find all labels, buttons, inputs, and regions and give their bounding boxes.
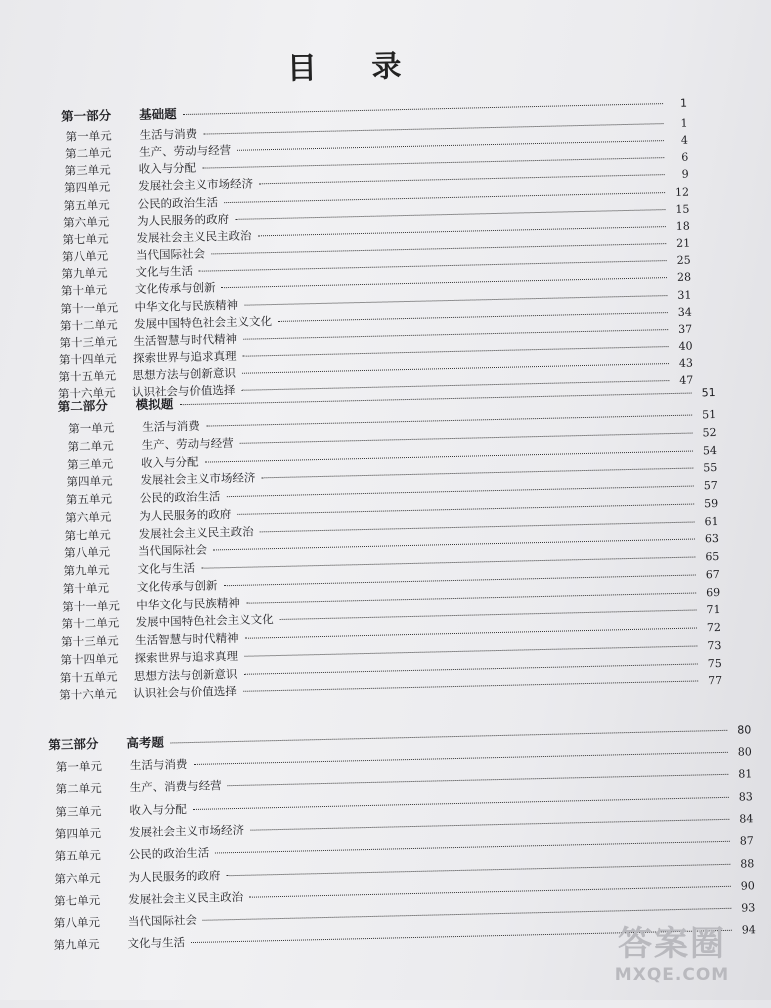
- unit-label: 第十六单元: [57, 385, 116, 402]
- unit-label: 第三单元: [66, 456, 114, 472]
- unit-title: 公民的政治生活: [139, 489, 221, 506]
- unit-label: 第十一单元: [62, 598, 120, 614]
- dot-leader: [211, 243, 666, 254]
- unit-page-number: 72: [706, 620, 722, 635]
- dot-leader: [170, 730, 727, 744]
- dot-leader: [224, 192, 665, 203]
- dot-leader: [249, 886, 731, 898]
- unit-title: 生活与消费: [139, 126, 198, 143]
- dot-leader: [235, 209, 665, 220]
- unit-page-number: 88: [740, 856, 755, 871]
- unit-page-number: 93: [741, 901, 756, 915]
- dot-leader: [244, 295, 667, 306]
- unit-label: 第二单元: [55, 781, 102, 797]
- unit-title: 中华文化与民族精神: [134, 297, 239, 314]
- dot-leader: [215, 841, 730, 854]
- unit-title: 为人民服务的政府: [136, 211, 230, 228]
- dot-leader: [193, 796, 729, 809]
- unit-title: 发展中国特色社会主义文化: [135, 612, 274, 630]
- unit-page-number: 59: [704, 496, 719, 511]
- unit-title: 发展社会主义市场经济: [140, 470, 256, 488]
- unit-label: 第十三单元: [59, 334, 118, 350]
- unit-page-number: 69: [706, 585, 721, 599]
- unit-page-number: 12: [674, 185, 690, 199]
- unit-page-number: 15: [675, 202, 690, 216]
- unit-page-number: 90: [740, 879, 755, 893]
- page-title: 目 录: [286, 48, 424, 87]
- dot-leader: [228, 774, 729, 786]
- dot-leader: [183, 103, 663, 115]
- part-title: 模拟题: [135, 396, 174, 413]
- unit-page-number: 67: [705, 567, 720, 582]
- unit-label: 第三单元: [64, 162, 111, 179]
- dot-leader: [201, 557, 695, 569]
- unit-title: 思想方法与创新意识: [133, 666, 238, 683]
- unit-page-number: 73: [707, 638, 722, 653]
- unit-title: 生活与消费: [142, 418, 200, 435]
- unit-title: 发展社会主义市场经济: [137, 176, 254, 194]
- unit-label: 第十一单元: [60, 300, 119, 316]
- unit-page-number: 40: [678, 339, 693, 353]
- unit-label: 第一单元: [68, 420, 115, 436]
- unit-page-number: 1: [680, 116, 688, 130]
- unit-title: 文化传承与创新: [136, 578, 218, 594]
- dot-leader: [261, 468, 693, 479]
- unit-label: 第九单元: [53, 937, 100, 953]
- unit-page-number: 63: [704, 532, 720, 546]
- dot-leader: [237, 140, 664, 151]
- unit-title: 当代国际社会: [135, 246, 206, 263]
- unit-page-number: 55: [703, 461, 718, 475]
- unit-title: 文化与生活: [127, 935, 186, 951]
- dot-leader: [203, 908, 731, 921]
- unit-title: 发展社会主义民主政治: [138, 524, 254, 541]
- unit-label: 第八单元: [61, 248, 109, 264]
- unit-page-number: 34: [677, 305, 692, 319]
- dot-leader: [244, 645, 697, 656]
- part-title: 高考题: [126, 734, 165, 751]
- part-page-number: 1: [679, 96, 688, 110]
- unit-title: 文化与生活: [137, 560, 196, 577]
- unit-label: 第八单元: [63, 545, 111, 561]
- unit-label: 第五单元: [65, 491, 113, 507]
- dot-leader: [226, 486, 693, 498]
- unit-label: 第十六单元: [59, 686, 117, 703]
- unit-title: 认识社会与价值选择: [131, 383, 236, 400]
- dot-leader: [240, 432, 693, 443]
- part-label: 第一部分: [61, 107, 112, 124]
- unit-title: 为人民服务的政府: [139, 506, 232, 523]
- unit-label: 第三单元: [55, 803, 102, 819]
- unit-page-number: 47: [679, 373, 694, 388]
- unit-title: 文化与生活: [135, 264, 194, 280]
- part-label: 第三部分: [48, 736, 99, 753]
- unit-label: 第十五单元: [59, 669, 118, 685]
- unit-page-number: 37: [678, 322, 693, 336]
- part-title: 基础题: [139, 106, 177, 123]
- unit-page-number: 83: [738, 789, 753, 804]
- unit-title: 探索世界与追求真理: [132, 348, 237, 366]
- unit-title: 中华文化与民族精神: [136, 595, 240, 612]
- watermark-top-text: 答案圈: [618, 924, 726, 964]
- unit-label: 第六单元: [54, 870, 101, 886]
- unit-label: 第七单元: [64, 527, 111, 543]
- unit-page-number: 31: [677, 288, 692, 302]
- unit-page-number: 28: [676, 270, 692, 285]
- dot-leader: [226, 863, 730, 875]
- unit-label: 第十三单元: [60, 633, 119, 649]
- unit-label: 第十二单元: [59, 317, 118, 333]
- unit-label: 第十二单元: [61, 615, 120, 632]
- unit-label: 第二单元: [67, 438, 114, 454]
- unit-page-number: 21: [676, 236, 691, 250]
- unit-title: 公民的政治生活: [137, 194, 219, 211]
- unit-title: 生产、劳动与经营: [141, 435, 234, 452]
- unit-label: 第十四单元: [58, 351, 117, 367]
- unit-page-number: 9: [681, 168, 689, 182]
- unit-page-number: 71: [706, 603, 721, 617]
- part-page-number: 80: [737, 723, 752, 737]
- unit-title: 文化传承与创新: [134, 280, 216, 297]
- unit-title: 公民的政治生活: [128, 845, 210, 862]
- dot-leader: [242, 363, 669, 374]
- unit-page-number: 65: [705, 549, 720, 564]
- unit-label: 第四单元: [66, 473, 113, 490]
- unit-title: 生产、消费与经营: [129, 778, 222, 795]
- unit-label: 第九单元: [61, 265, 108, 282]
- unit-label: 第十单元: [62, 580, 110, 596]
- dot-leader: [206, 415, 692, 427]
- unit-title: 发展社会主义民主政治: [128, 889, 244, 907]
- unit-page-number: 84: [739, 812, 754, 826]
- unit-page-number: 51: [701, 408, 717, 422]
- unit-label: 第十单元: [60, 283, 108, 299]
- unit-page-number: 4: [680, 133, 689, 147]
- unit-label: 第五单元: [63, 197, 110, 213]
- unit-title: 生活智慧与时代精神: [133, 331, 238, 349]
- unit-page-number: 81: [738, 767, 753, 781]
- dot-leader: [246, 592, 696, 603]
- unit-label: 第十五单元: [58, 368, 117, 385]
- unit-title: 收入与分配: [140, 454, 199, 470]
- watermark-bottom-text: MXQE.COM: [614, 965, 730, 985]
- unit-label: 第五单元: [54, 848, 101, 864]
- part-page-number: 51: [701, 386, 716, 400]
- dot-leader: [205, 450, 693, 462]
- unit-page-number: 77: [708, 674, 723, 688]
- unit-label: 第四单元: [63, 180, 111, 196]
- dot-leader: [179, 393, 691, 406]
- dot-leader: [237, 503, 694, 514]
- dot-leader: [243, 329, 668, 340]
- dot-leader: [242, 346, 668, 357]
- unit-label: 第六单元: [65, 509, 112, 525]
- unit-page-number: 87: [739, 834, 754, 848]
- dot-leader: [259, 175, 665, 185]
- unit-label: 第一单元: [55, 759, 103, 775]
- unit-page-number: 57: [703, 478, 718, 493]
- dot-leader: [243, 681, 698, 692]
- unit-page-number: 25: [676, 253, 691, 268]
- unit-title: 认识社会与价值选择: [133, 684, 237, 701]
- part-label: 第二部分: [57, 397, 108, 414]
- unit-label: 第八单元: [53, 915, 101, 931]
- unit-page-number: 94: [741, 923, 756, 937]
- dot-leader: [243, 663, 697, 674]
- unit-title: 思想方法与创新意识: [132, 365, 237, 383]
- watermark-logo: [612, 924, 732, 994]
- unit-label: 第六单元: [62, 214, 110, 230]
- unit-label: 第十四单元: [60, 651, 119, 667]
- unit-title: 生活与消费: [129, 757, 188, 773]
- unit-title: 收入与分配: [129, 801, 187, 818]
- unit-page-number: 6: [681, 150, 689, 165]
- unit-page-number: 80: [737, 745, 752, 759]
- dot-leader: [223, 574, 695, 586]
- unit-title: 为人民服务的政府: [128, 867, 221, 884]
- unit-label: 第四单元: [54, 825, 102, 842]
- unit-page-number: 54: [702, 443, 718, 457]
- unit-label: 第七单元: [62, 231, 109, 247]
- unit-page-number: 52: [702, 425, 717, 440]
- dot-leader: [213, 539, 695, 551]
- unit-title: 探索世界与追求真理: [134, 648, 239, 666]
- dot-leader: [280, 610, 697, 620]
- unit-label: 第一单元: [65, 128, 112, 144]
- dot-leader: [260, 521, 695, 532]
- unit-title: 收入与分配: [138, 161, 197, 177]
- unit-title: 发展中国特色社会主义文化: [133, 313, 273, 331]
- unit-title: 生活智慧与时代精神: [134, 630, 239, 648]
- dot-leader: [193, 752, 727, 765]
- dot-leader: [258, 226, 666, 236]
- dot-leader: [250, 819, 729, 831]
- dot-leader: [222, 277, 668, 288]
- unit-title: 当代国际社会: [127, 913, 198, 929]
- unit-label: 第二单元: [64, 145, 112, 161]
- unit-title: 发展社会主义市场经济: [128, 822, 245, 840]
- unit-label: 第七单元: [54, 892, 101, 908]
- unit-page-number: 75: [707, 656, 722, 670]
- unit-page-number: 43: [678, 356, 694, 370]
- unit-label: 第九单元: [63, 562, 110, 578]
- dot-leader: [245, 628, 697, 639]
- unit-title: 生产、劳动与经营: [138, 143, 232, 160]
- unit-page-number: 61: [704, 514, 719, 528]
- dot-leader: [278, 312, 668, 322]
- unit-title: 发展社会主义民主政治: [136, 228, 252, 246]
- unit-title: 当代国际社会: [137, 542, 208, 559]
- unit-page-number: 18: [675, 219, 690, 233]
